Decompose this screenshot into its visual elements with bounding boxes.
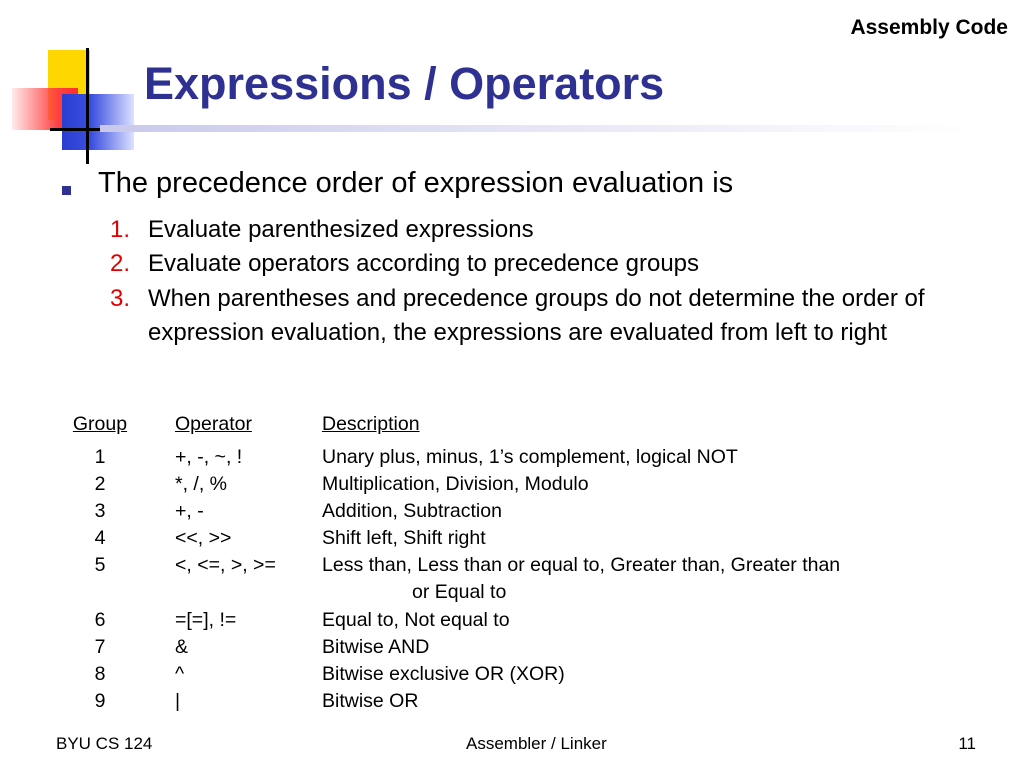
description-cell: Unary plus, minus, 1’s complement, logical NOT <box>322 446 738 468</box>
header-description: Description <box>322 413 420 435</box>
operator-cell: +, - <box>175 500 204 522</box>
list-item <box>110 282 998 350</box>
description-cell: Equal to, Not equal to <box>322 609 510 631</box>
bullet-square-icon <box>62 186 71 195</box>
logo-vertical-line <box>86 48 89 164</box>
list-item-text: Evaluate operators according to precedence groups <box>148 250 700 277</box>
group-cell: 8 <box>94 663 106 685</box>
bullet-text: The precedence order of expression evaluation is <box>98 167 734 199</box>
header-operator: Operator <box>175 413 252 435</box>
operator-cell: | <box>175 690 181 712</box>
operator-cell: =[=], != <box>175 609 237 631</box>
operator-cell: <, <=, >, >= <box>175 554 276 576</box>
list-item-number: 1. <box>110 216 131 243</box>
description-cell: Shift left, Shift right <box>322 527 486 549</box>
list-item <box>110 213 998 247</box>
description-cell-continuation: or Equal to <box>412 581 507 603</box>
page-title: Expressions / Operators <box>144 58 665 109</box>
list-item-number: 3. <box>110 285 131 312</box>
operator-cell: <<, >> <box>175 527 232 549</box>
footer-course: BYU CS 124 <box>56 734 153 753</box>
group-cell: 2 <box>94 473 106 495</box>
section-label: Assembly Code <box>850 16 1008 39</box>
operator-cell: & <box>175 636 189 658</box>
footer-topic: Assembler / Linker <box>466 734 607 753</box>
group-cell: 3 <box>94 500 106 522</box>
description-cell: Less than, Less than or equal to, Greater than, Greater than <box>322 554 841 576</box>
group-cell: 1 <box>94 446 106 468</box>
operator-cell: ^ <box>175 663 185 685</box>
group-cell: 4 <box>94 527 106 549</box>
list-item-text: Evaluate parenthesized expressions <box>148 216 534 243</box>
group-cell: 5 <box>94 554 106 576</box>
header-group: Group <box>72 413 128 435</box>
description-cell: Addition, Subtraction <box>322 500 502 522</box>
list-item-number: 2. <box>110 250 131 277</box>
operator-cell: +, -, ~, ! <box>175 446 243 468</box>
group-cell: 9 <box>94 690 106 712</box>
title-underline <box>100 125 970 132</box>
logo-blue-square <box>62 94 134 150</box>
description-cell: Bitwise OR <box>322 690 419 712</box>
group-cell: 7 <box>94 636 106 658</box>
description-cell: Multiplication, Division, Modulo <box>322 473 589 495</box>
footer-page-number: 11 <box>958 734 976 753</box>
description-cell: Bitwise AND <box>322 636 430 658</box>
list-item-text: When parentheses and precedence groups do not determine the order of expression evaluation, the expressions are evaluated from left to right <box>148 285 925 346</box>
list-item <box>110 247 998 281</box>
description-cell: Bitwise exclusive OR (XOR) <box>322 663 565 685</box>
operator-cell: *, /, % <box>175 473 228 495</box>
group-cell: 6 <box>94 609 106 631</box>
